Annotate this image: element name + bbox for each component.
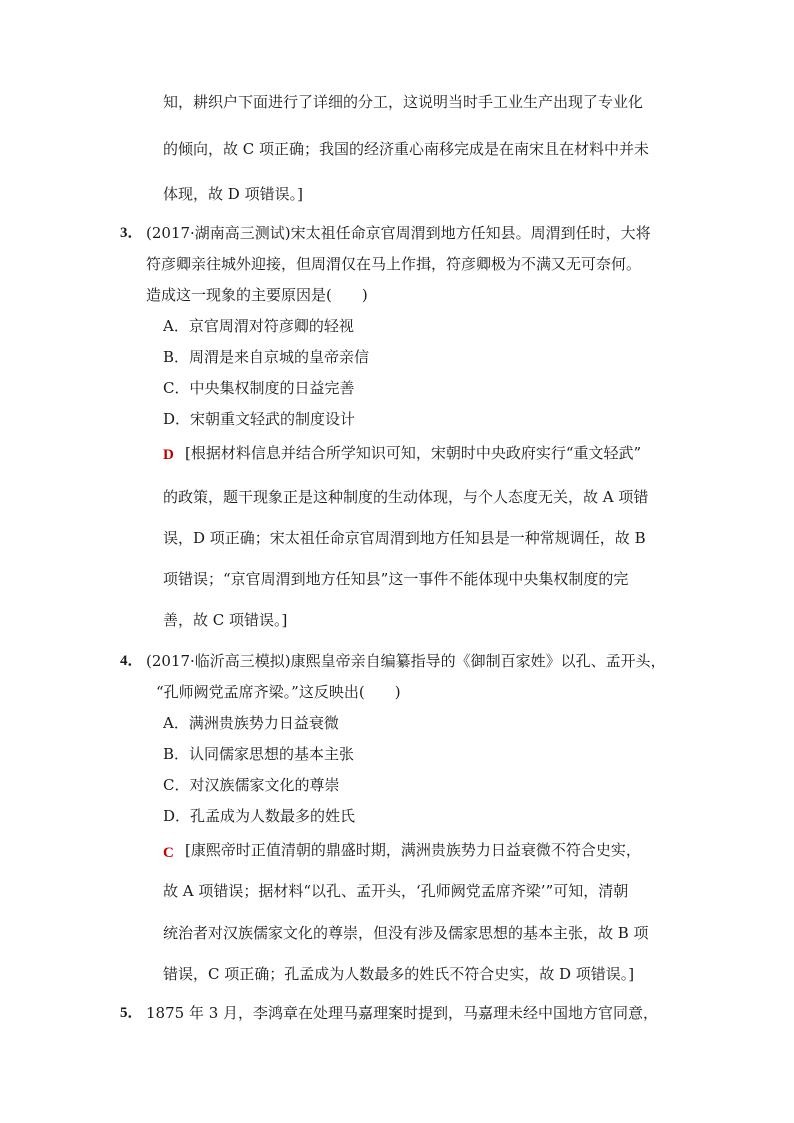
q5-stem-line-1: 1875 年 3 月，李鸿章在处理马嘉理案时提到，马嘉理未经中国地方官同意， xyxy=(146,1004,659,1022)
q4-stem-line-1: (2017·临沂高三模拟)康熙皇帝亲自编纂指导的《御制百家姓》以孔、孟开头， xyxy=(146,652,666,670)
q4-number: 4． xyxy=(120,653,143,669)
q4-explanation-line-2: 故 A 项错误；据材料“以孔、孟开头，‘孔师阙党孟席齐梁’”可知，清朝 xyxy=(163,882,629,900)
q3-explanation-line-5: 善，故 C 项错误。] xyxy=(163,611,288,629)
q2-explanation-line-1: 知，耕织户下面进行了详细的分工，这说明当时手工业生产出现了专业化 xyxy=(163,93,644,111)
q3-stem-line-2: 符彦卿亲往城外迎接，但周渭仅在马上作揖，符彦卿极为不满又无可奈何。 xyxy=(146,255,642,273)
q3-stem-line-1: (2017·湖南高三测试)宋太祖任命京官周渭到地方任知县。周渭到任时，大将 xyxy=(146,224,651,242)
q4-explanation-line-1: [康熙帝时正值清朝的鼎盛时期，满洲贵族势力日益衰微不符合史实， xyxy=(185,841,641,859)
q4-answer: C xyxy=(163,845,174,861)
q4-option-d: D．孔孟成为人数最多的姓氏 xyxy=(163,807,356,825)
q4-stem-line-2: “孔师阙党孟席齐梁。”这反映出( ) xyxy=(156,683,401,701)
q4-option-a: A．满洲贵族势力日益衰微 xyxy=(163,714,339,732)
q3-explanation-line-1: [根据材料信息并结合所学知识可知，宋朝时中央政府实行“重文轻武” xyxy=(185,444,642,462)
q2-explanation-line-2: 的倾向，故 C 项正确；我国的经济重心南移完成是在南宋且在材料中并未 xyxy=(163,140,650,158)
q3-explanation-line-3: 误，D 项正确；宋太祖任命京官周渭到地方任知县是一种常规调任，故 B xyxy=(163,529,646,547)
q3-number: 3． xyxy=(120,225,143,241)
q3-answer: D xyxy=(163,447,174,463)
q3-explanation-line-2: 的政策，题干现象正是这种制度的生动体现，与个人态度无关，故 A 项错 xyxy=(163,488,649,506)
q5-number: 5． xyxy=(120,1005,143,1021)
q3-option-b: B．周渭是来自京城的皇帝亲信 xyxy=(163,348,370,366)
q3-explanation-line-4: 项错误；“京官周渭到地方任知县”这一事件不能体现中央集权制度的完 xyxy=(163,570,629,588)
q3-option-c: C．中央集权制度的日益完善 xyxy=(163,379,355,397)
q3-option-d: D．宋朝重文轻武的制度设计 xyxy=(163,410,356,428)
q4-option-c: C．对汉族儒家文化的尊崇 xyxy=(163,776,340,794)
q3-stem-line-3: 造成这一现象的主要原因是( ) xyxy=(146,286,368,304)
q4-explanation-line-3: 统治者对汉族儒家文化的尊崇，但没有涉及儒家思想的基本主张，故 B 项 xyxy=(163,924,649,942)
q4-explanation-line-4: 错误，C 项正确；孔孟成为人数最多的姓氏不符合史实，故 D 项错误。] xyxy=(163,965,635,983)
q4-option-b: B．认同儒家思想的基本主张 xyxy=(163,745,355,763)
q3-option-a: A．京官周渭对符彦卿的轻视 xyxy=(163,317,354,335)
q2-explanation-line-3: 体现，故 D 项错误。] xyxy=(163,185,303,203)
